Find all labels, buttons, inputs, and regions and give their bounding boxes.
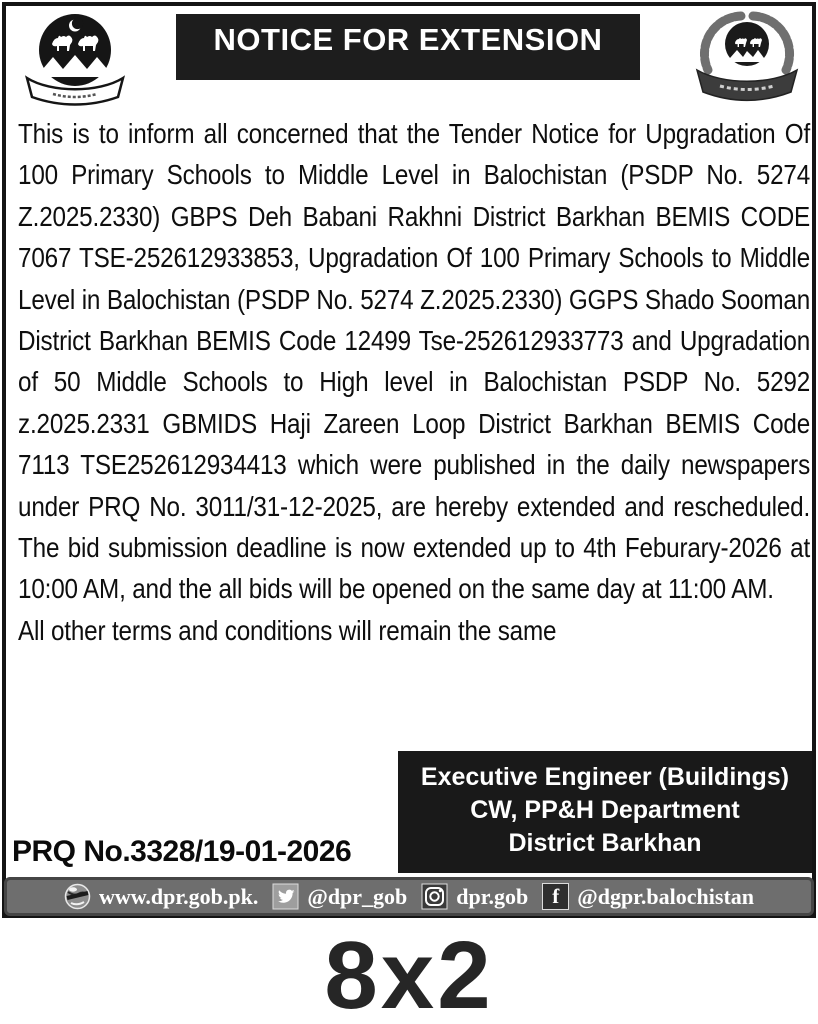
instagram-icon (421, 883, 448, 910)
website-label: www.dpr.gob.pk. (98, 883, 259, 909)
dgpr-balochistan-emblem-icon (690, 10, 804, 106)
notice-paragraph: This is to inform all concerned that the Tender Notice for Upgradation Of 100 Primary Schools to Middle Level in Balochistan (PSDP No. 5274 Z.2025.2330) GBPS Deh Babani Rakhni District Barkhan BEMIS CODE 7067 TSE-252612933853, Upgradation Of 100 Primary Schools to Middle Level in Balochistan (PSDP No. 5274 Z.2025.2330) GGPS Shado Sooman District Barkhan BEMIS Code 12499 Tse-252612933773 and Upgradation of 50 Middle Schools to High level in Balochistan PSDP No. 5292 z.2025.2331 GBMIDS Haji Zareen Loop District Barkhan BEMIS Code 7113 TSE252612934413 which were published in the daily newspapers under PRQ No. 3011/31-12-2025, are hereby extended and rescheduled. The bid submission deadline is now extended up to 4th Feburary-2026 at 10:00 AM, and the all bids will be opened on the same day at 11:00 AM. (18, 118, 811, 605)
twitter-handle: @dpr_gob (307, 883, 408, 909)
terms-line: All other terms and conditions will remain the same (18, 614, 557, 646)
signature-district: District Barkhan (508, 829, 702, 857)
signature-department: CW, PP&H Department (470, 796, 740, 824)
notice-body (18, 113, 810, 651)
footer-social-bar (4, 877, 814, 916)
instagram-handle: dpr.gob (456, 883, 529, 909)
signature-block (398, 751, 812, 873)
balochistan-government-emblem-icon (18, 10, 132, 106)
ad-size-label: 8x2 (324, 922, 494, 1024)
footer-instagram (421, 883, 528, 910)
notice-header (6, 6, 812, 108)
notice-title: NOTICE FOR EXTENSION (213, 22, 603, 57)
notice-title-bar (176, 14, 640, 80)
prq-number: PRQ No.3328/19-01-2026 (12, 835, 352, 868)
globe-icon (64, 883, 91, 910)
footer-twitter (272, 883, 407, 910)
twitter-icon (272, 883, 299, 910)
facebook-handle: @dgpr.balochistan (577, 883, 755, 909)
notice-container (2, 2, 816, 918)
footer-website (64, 883, 258, 910)
footer-facebook (542, 883, 754, 910)
signature-title: Executive Engineer (Buildings) (420, 763, 790, 791)
facebook-icon: f (542, 883, 569, 910)
